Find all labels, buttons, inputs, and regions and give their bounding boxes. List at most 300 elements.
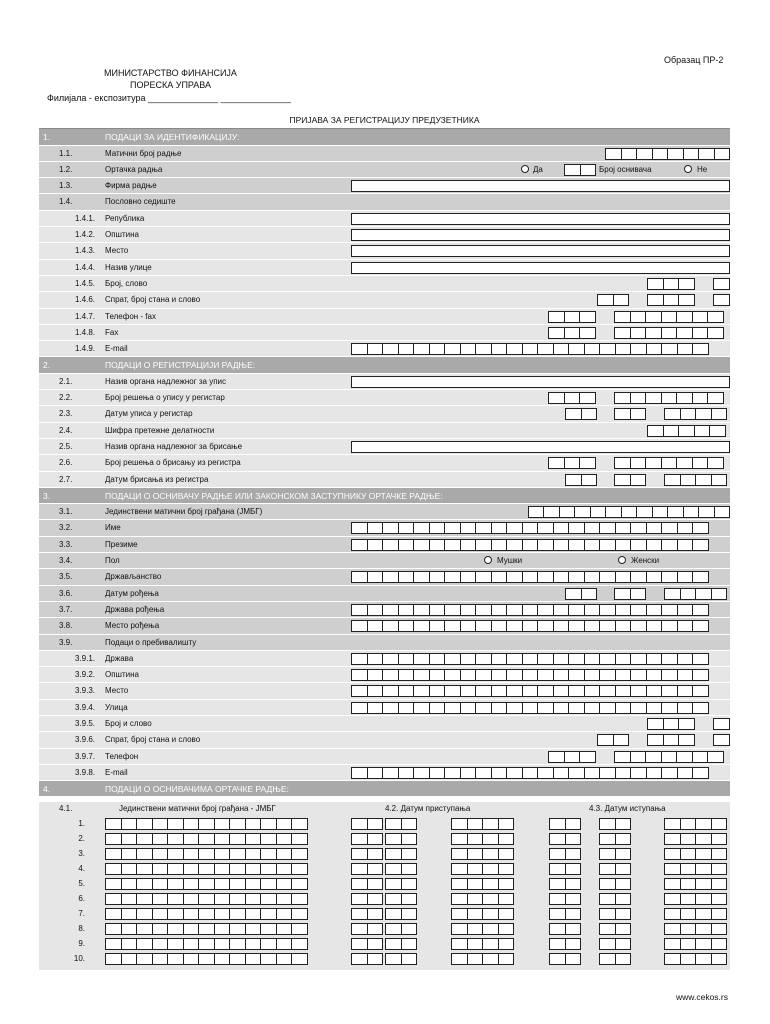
char-cell[interactable] (121, 923, 138, 935)
char-cell[interactable] (677, 571, 694, 583)
char-cell[interactable] (646, 767, 663, 779)
char-cell[interactable] (645, 327, 662, 339)
char-cell[interactable] (260, 893, 277, 905)
char-cell[interactable] (229, 893, 246, 905)
char-cell[interactable] (276, 953, 293, 965)
char-cell[interactable] (351, 833, 368, 845)
char-cell[interactable] (584, 620, 601, 632)
char-cell[interactable] (260, 818, 277, 830)
char-cell[interactable] (152, 863, 169, 875)
char-cell[interactable] (599, 669, 616, 681)
char-cell[interactable] (382, 571, 399, 583)
char-cell[interactable] (565, 953, 582, 965)
char-cell[interactable] (229, 953, 246, 965)
apartment-letter-cell[interactable] (713, 294, 729, 306)
char-cell[interactable] (198, 833, 215, 845)
char-cell[interactable] (276, 908, 293, 920)
char-cell[interactable] (692, 327, 709, 339)
char-cell[interactable] (584, 702, 601, 714)
char-cell[interactable] (482, 833, 499, 845)
char-cell[interactable] (260, 833, 277, 845)
char-cell[interactable] (661, 311, 678, 323)
char-cell[interactable] (663, 278, 680, 290)
char-cell[interactable] (121, 938, 138, 950)
char-cell[interactable] (152, 848, 169, 860)
char-cell[interactable] (584, 669, 601, 681)
char-cell[interactable] (676, 327, 693, 339)
char-cell[interactable] (695, 953, 712, 965)
char-cell[interactable] (568, 539, 585, 551)
char-cell[interactable] (351, 604, 368, 616)
char-cell[interactable] (615, 653, 632, 665)
char-cell[interactable] (677, 653, 694, 665)
char-cell[interactable] (630, 457, 647, 469)
first-name-cells[interactable] (351, 522, 708, 534)
char-cell[interactable] (565, 863, 582, 875)
char-cell[interactable] (105, 848, 122, 860)
s4-leave-month[interactable] (599, 818, 630, 830)
female-radio[interactable] (618, 556, 626, 564)
char-cell[interactable] (713, 278, 730, 290)
char-cell[interactable] (198, 848, 215, 860)
char-cell[interactable] (615, 878, 632, 890)
char-cell[interactable] (692, 392, 709, 404)
char-cell[interactable] (152, 833, 169, 845)
residence-floor-cells[interactable] (597, 734, 628, 746)
char-cell[interactable] (351, 571, 368, 583)
char-cell[interactable] (491, 685, 508, 697)
char-cell[interactable] (677, 702, 694, 714)
char-cell[interactable] (351, 923, 368, 935)
char-cell[interactable] (382, 343, 399, 355)
char-cell[interactable] (260, 938, 277, 950)
char-cell[interactable] (121, 953, 138, 965)
s4-join-month[interactable] (385, 953, 416, 965)
char-cell[interactable] (549, 893, 566, 905)
char-cell[interactable] (491, 620, 508, 632)
char-cell[interactable] (429, 343, 446, 355)
s4-leave-day[interactable] (549, 848, 580, 860)
char-cell[interactable] (121, 878, 138, 890)
char-cell[interactable] (367, 653, 384, 665)
s4-join-month[interactable] (385, 878, 416, 890)
char-cell[interactable] (401, 938, 418, 950)
s4-join-day[interactable] (351, 863, 382, 875)
char-cell[interactable] (401, 923, 418, 935)
registration-date-year[interactable] (664, 408, 726, 420)
char-cell[interactable] (661, 702, 678, 714)
char-cell[interactable] (482, 848, 499, 860)
char-cell[interactable] (198, 953, 215, 965)
char-cell[interactable] (367, 953, 384, 965)
char-cell[interactable] (676, 457, 693, 469)
char-cell[interactable] (579, 392, 596, 404)
char-cell[interactable] (680, 848, 697, 860)
char-cell[interactable] (214, 878, 231, 890)
char-cell[interactable] (105, 908, 122, 920)
char-cell[interactable] (183, 923, 200, 935)
char-cell[interactable] (661, 327, 678, 339)
char-cell[interactable] (636, 506, 653, 518)
char-cell[interactable] (713, 734, 730, 746)
char-cell[interactable] (647, 734, 664, 746)
char-cell[interactable] (198, 818, 215, 830)
char-cell[interactable] (105, 938, 122, 950)
char-cell[interactable] (398, 620, 415, 632)
s4-jmbg-cells[interactable] (105, 908, 307, 920)
char-cell[interactable] (663, 294, 680, 306)
char-cell[interactable] (692, 604, 709, 616)
char-cell[interactable] (401, 908, 418, 920)
char-cell[interactable] (677, 620, 694, 632)
s4-leave-day[interactable] (549, 818, 580, 830)
street-field[interactable] (351, 262, 730, 274)
char-cell[interactable] (584, 539, 601, 551)
char-cell[interactable] (615, 343, 632, 355)
char-cell[interactable] (537, 539, 554, 551)
char-cell[interactable] (276, 848, 293, 860)
char-cell[interactable] (413, 702, 430, 714)
char-cell[interactable] (584, 343, 601, 355)
char-cell[interactable] (460, 571, 477, 583)
char-cell[interactable] (198, 923, 215, 935)
char-cell[interactable] (367, 522, 384, 534)
char-cell[interactable] (229, 938, 246, 950)
char-cell[interactable] (460, 604, 477, 616)
char-cell[interactable] (429, 669, 446, 681)
char-cell[interactable] (367, 702, 384, 714)
char-cell[interactable] (599, 653, 616, 665)
char-cell[interactable] (680, 953, 697, 965)
char-cell[interactable] (664, 408, 681, 420)
char-cell[interactable] (568, 685, 585, 697)
char-cell[interactable] (553, 343, 570, 355)
char-cell[interactable] (537, 669, 554, 681)
char-cell[interactable] (579, 327, 596, 339)
char-cell[interactable] (707, 392, 724, 404)
char-cell[interactable] (398, 653, 415, 665)
char-cell[interactable] (475, 620, 492, 632)
char-cell[interactable] (548, 751, 565, 763)
char-cell[interactable] (590, 506, 607, 518)
char-cell[interactable] (276, 893, 293, 905)
char-cell[interactable] (498, 953, 515, 965)
char-cell[interactable] (413, 522, 430, 534)
char-cell[interactable] (565, 878, 582, 890)
registration-date-day[interactable] (565, 408, 596, 420)
char-cell[interactable] (549, 923, 566, 935)
char-cell[interactable] (713, 294, 730, 306)
deletion-decision-a-cells[interactable] (548, 457, 595, 469)
char-cell[interactable] (553, 767, 570, 779)
char-cell[interactable] (198, 908, 215, 920)
char-cell[interactable] (291, 953, 308, 965)
char-cell[interactable] (692, 571, 709, 583)
s4-join-day[interactable] (351, 953, 382, 965)
char-cell[interactable] (630, 539, 647, 551)
residence-apartment-letter-cell[interactable] (713, 734, 729, 746)
char-cell[interactable] (429, 685, 446, 697)
char-cell[interactable] (553, 669, 570, 681)
char-cell[interactable] (630, 653, 647, 665)
char-cell[interactable] (491, 669, 508, 681)
char-cell[interactable] (460, 702, 477, 714)
residence-email-cells[interactable] (351, 767, 708, 779)
char-cell[interactable] (467, 818, 484, 830)
citizenship-cells[interactable] (351, 571, 708, 583)
char-cell[interactable] (647, 718, 664, 730)
char-cell[interactable] (351, 685, 368, 697)
char-cell[interactable] (198, 863, 215, 875)
char-cell[interactable] (565, 893, 582, 905)
char-cell[interactable] (683, 506, 700, 518)
char-cell[interactable] (599, 767, 616, 779)
char-cell[interactable] (599, 848, 616, 860)
char-cell[interactable] (647, 425, 664, 437)
char-cell[interactable] (568, 343, 585, 355)
char-cell[interactable] (711, 908, 728, 920)
residence-country-cells[interactable] (351, 653, 708, 665)
char-cell[interactable] (167, 923, 184, 935)
char-cell[interactable] (475, 767, 492, 779)
char-cell[interactable] (351, 767, 368, 779)
char-cell[interactable] (677, 767, 694, 779)
char-cell[interactable] (692, 702, 709, 714)
char-cell[interactable] (460, 343, 477, 355)
char-cell[interactable] (664, 953, 681, 965)
s4-jmbg-cells[interactable] (105, 893, 307, 905)
char-cell[interactable] (683, 148, 700, 160)
char-cell[interactable] (599, 953, 616, 965)
char-cell[interactable] (711, 863, 728, 875)
char-cell[interactable] (584, 685, 601, 697)
char-cell[interactable] (291, 908, 308, 920)
s4-leave-month[interactable] (599, 848, 630, 860)
char-cell[interactable] (615, 863, 632, 875)
char-cell[interactable] (553, 604, 570, 616)
char-cell[interactable] (245, 893, 262, 905)
char-cell[interactable] (630, 620, 647, 632)
char-cell[interactable] (522, 539, 539, 551)
char-cell[interactable] (522, 685, 539, 697)
char-cell[interactable] (121, 893, 138, 905)
char-cell[interactable] (615, 833, 632, 845)
char-cell[interactable] (630, 767, 647, 779)
s4-leave-year[interactable] (664, 818, 726, 830)
char-cell[interactable] (564, 457, 581, 469)
char-cell[interactable] (444, 571, 461, 583)
char-cell[interactable] (367, 863, 384, 875)
char-cell[interactable] (537, 571, 554, 583)
char-cell[interactable] (664, 938, 681, 950)
char-cell[interactable] (167, 878, 184, 890)
char-cell[interactable] (695, 863, 712, 875)
s4-leave-month[interactable] (599, 833, 630, 845)
char-cell[interactable] (667, 506, 684, 518)
char-cell[interactable] (429, 604, 446, 616)
s4-leave-month[interactable] (599, 938, 630, 950)
char-cell[interactable] (367, 571, 384, 583)
char-cell[interactable] (413, 539, 430, 551)
char-cell[interactable] (584, 522, 601, 534)
char-cell[interactable] (636, 148, 653, 160)
char-cell[interactable] (553, 571, 570, 583)
s4-join-month[interactable] (385, 818, 416, 830)
char-cell[interactable] (559, 506, 576, 518)
char-cell[interactable] (664, 848, 681, 860)
char-cell[interactable] (475, 702, 492, 714)
s4-leave-month[interactable] (599, 893, 630, 905)
char-cell[interactable] (401, 833, 418, 845)
place-field[interactable] (351, 245, 730, 257)
char-cell[interactable] (664, 893, 681, 905)
char-cell[interactable] (136, 908, 153, 920)
char-cell[interactable] (711, 848, 728, 860)
char-cell[interactable] (713, 718, 730, 730)
char-cell[interactable] (451, 863, 468, 875)
char-cell[interactable] (709, 425, 726, 437)
char-cell[interactable] (615, 539, 632, 551)
char-cell[interactable] (467, 908, 484, 920)
char-cell[interactable] (460, 685, 477, 697)
s4-join-year[interactable] (451, 833, 513, 845)
char-cell[interactable] (522, 522, 539, 534)
char-cell[interactable] (645, 751, 662, 763)
char-cell[interactable] (599, 539, 616, 551)
char-cell[interactable] (291, 923, 308, 935)
char-cell[interactable] (482, 953, 499, 965)
deletion-date-year[interactable] (664, 474, 726, 486)
char-cell[interactable] (646, 343, 663, 355)
char-cell[interactable] (214, 848, 231, 860)
char-cell[interactable] (615, 923, 632, 935)
char-cell[interactable] (565, 938, 582, 950)
char-cell[interactable] (183, 818, 200, 830)
char-cell[interactable] (385, 923, 402, 935)
char-cell[interactable] (467, 848, 484, 860)
business-name-field[interactable] (351, 180, 730, 192)
char-cell[interactable] (276, 878, 293, 890)
char-cell[interactable] (245, 833, 262, 845)
char-cell[interactable] (664, 878, 681, 890)
partnership-yes-radio[interactable] (521, 165, 529, 173)
char-cell[interactable] (367, 539, 384, 551)
char-cell[interactable] (245, 908, 262, 920)
email-cells[interactable] (351, 343, 708, 355)
char-cell[interactable] (680, 833, 697, 845)
char-cell[interactable] (444, 767, 461, 779)
char-cell[interactable] (152, 923, 169, 935)
char-cell[interactable] (692, 620, 709, 632)
char-cell[interactable] (664, 833, 681, 845)
char-cell[interactable] (565, 848, 582, 860)
char-cell[interactable] (664, 923, 681, 935)
char-cell[interactable] (398, 669, 415, 681)
char-cell[interactable] (367, 343, 384, 355)
char-cell[interactable] (695, 923, 712, 935)
s4-leave-year[interactable] (664, 878, 726, 890)
char-cell[interactable] (522, 343, 539, 355)
s4-leave-year[interactable] (664, 833, 726, 845)
char-cell[interactable] (614, 751, 631, 763)
char-cell[interactable] (198, 878, 215, 890)
s4-join-day[interactable] (351, 908, 382, 920)
char-cell[interactable] (460, 669, 477, 681)
s4-jmbg-cells[interactable] (105, 818, 307, 830)
char-cell[interactable] (661, 653, 678, 665)
char-cell[interactable] (398, 604, 415, 616)
char-cell[interactable] (692, 685, 709, 697)
char-cell[interactable] (260, 863, 277, 875)
char-cell[interactable] (214, 893, 231, 905)
char-cell[interactable] (291, 863, 308, 875)
char-cell[interactable] (245, 953, 262, 965)
char-cell[interactable] (413, 620, 430, 632)
char-cell[interactable] (568, 669, 585, 681)
s4-join-year[interactable] (451, 848, 513, 860)
char-cell[interactable] (695, 588, 712, 600)
char-cell[interactable] (615, 571, 632, 583)
char-cell[interactable] (565, 833, 582, 845)
char-cell[interactable] (661, 751, 678, 763)
s4-leave-month[interactable] (599, 953, 630, 965)
residence-letter-cell[interactable] (713, 718, 729, 730)
deletion-date-month[interactable] (614, 474, 645, 486)
char-cell[interactable] (537, 767, 554, 779)
char-cell[interactable] (351, 620, 368, 632)
s4-leave-year[interactable] (664, 923, 726, 935)
char-cell[interactable] (401, 953, 418, 965)
char-cell[interactable] (695, 893, 712, 905)
char-cell[interactable] (482, 893, 499, 905)
char-cell[interactable] (382, 702, 399, 714)
char-cell[interactable] (167, 938, 184, 950)
char-cell[interactable] (695, 878, 712, 890)
char-cell[interactable] (152, 908, 169, 920)
s4-leave-day[interactable] (549, 863, 580, 875)
char-cell[interactable] (429, 539, 446, 551)
char-cell[interactable] (467, 953, 484, 965)
char-cell[interactable] (105, 833, 122, 845)
char-cell[interactable] (630, 571, 647, 583)
char-cell[interactable] (522, 653, 539, 665)
char-cell[interactable] (245, 923, 262, 935)
char-cell[interactable] (646, 571, 663, 583)
char-cell[interactable] (136, 878, 153, 890)
char-cell[interactable] (413, 571, 430, 583)
char-cell[interactable] (214, 818, 231, 830)
char-cell[interactable] (460, 539, 477, 551)
char-cell[interactable] (136, 863, 153, 875)
char-cell[interactable] (136, 833, 153, 845)
char-cell[interactable] (276, 938, 293, 950)
char-cell[interactable] (579, 311, 596, 323)
char-cell[interactable] (214, 938, 231, 950)
char-cell[interactable] (498, 818, 515, 830)
char-cell[interactable] (451, 833, 468, 845)
s4-join-month[interactable] (385, 893, 416, 905)
char-cell[interactable] (680, 893, 697, 905)
char-cell[interactable] (506, 669, 523, 681)
s4-leave-year[interactable] (664, 863, 726, 875)
char-cell[interactable] (382, 685, 399, 697)
char-cell[interactable] (429, 620, 446, 632)
char-cell[interactable] (661, 669, 678, 681)
char-cell[interactable] (167, 908, 184, 920)
char-cell[interactable] (553, 522, 570, 534)
char-cell[interactable] (663, 734, 680, 746)
char-cell[interactable] (599, 685, 616, 697)
